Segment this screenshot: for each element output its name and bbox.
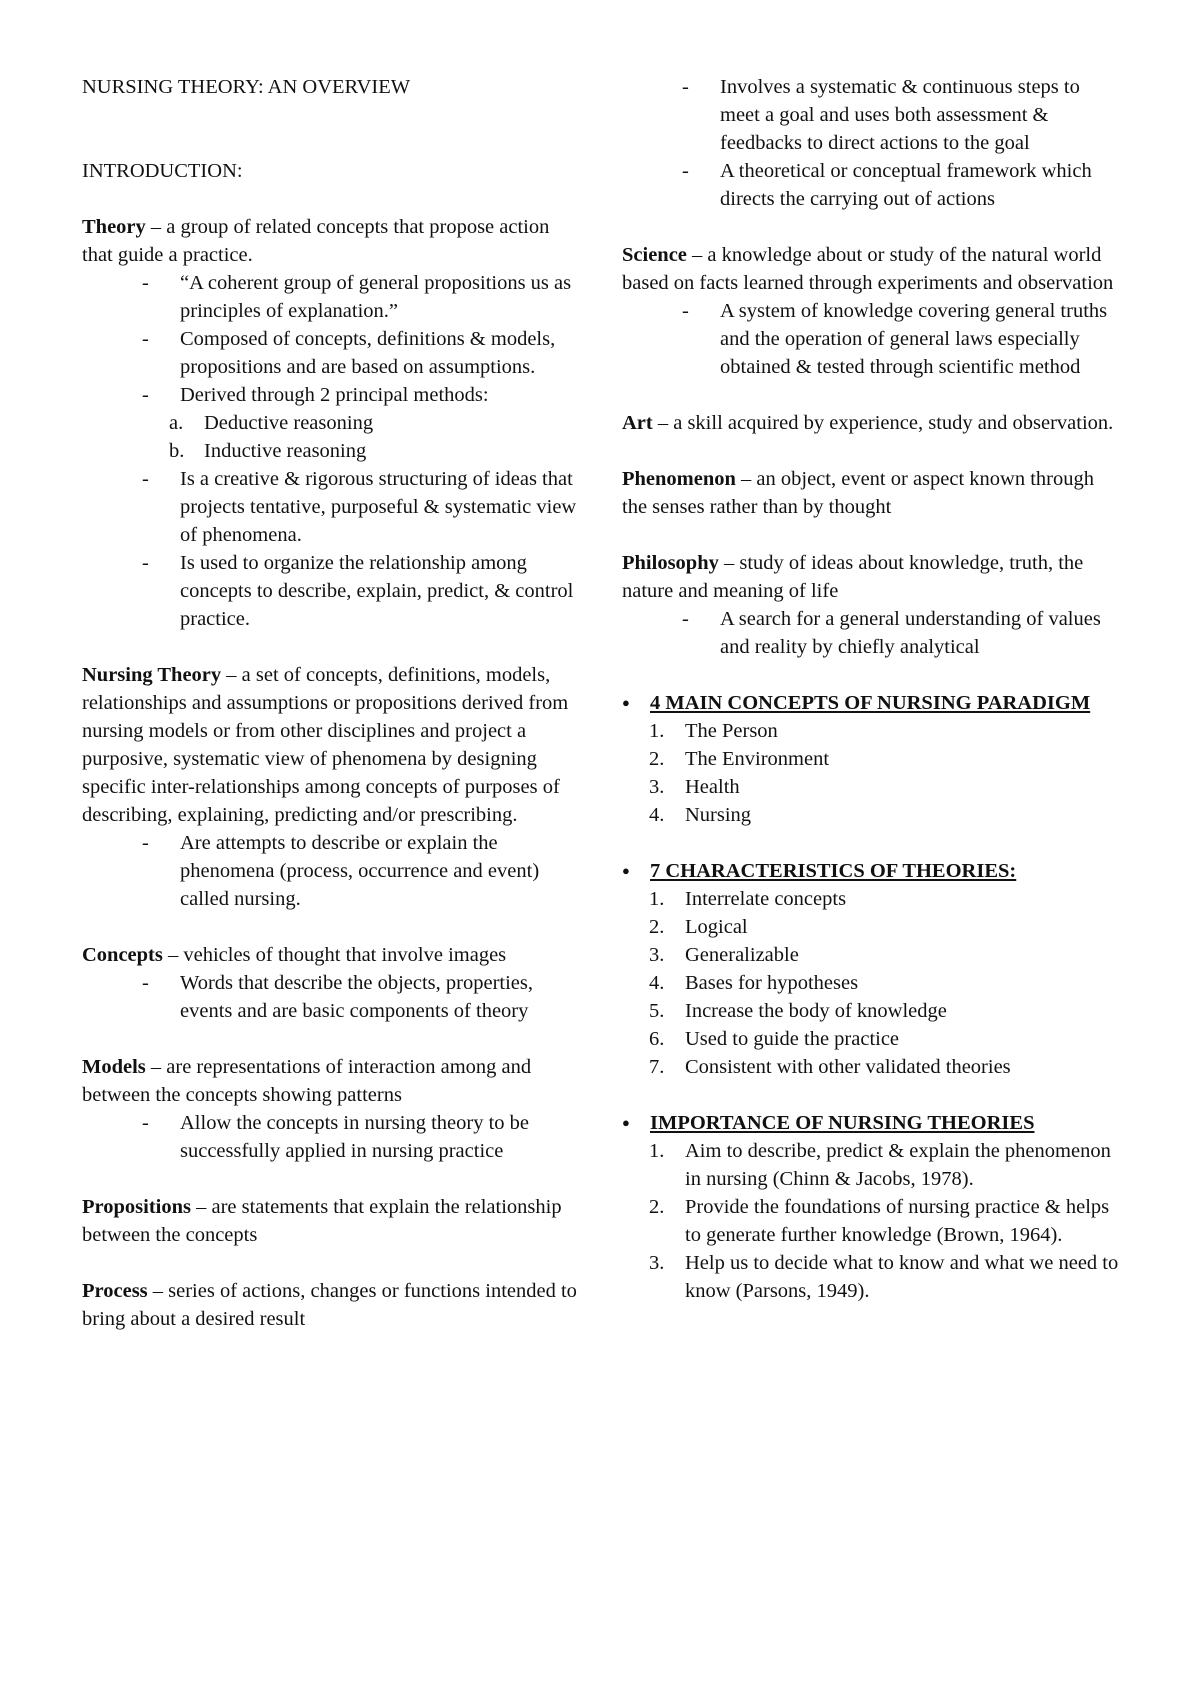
theory-point-2: - Composed of concepts, definitions & models, propositions and are based on assumptions. xyxy=(82,325,582,381)
art-def: – a skill acquired by experience, study and observation. xyxy=(652,412,1114,434)
list-item xyxy=(622,1053,1122,1081)
theory-point-4: - Is a creative & rigorous structuring of ideas that projects tentative, purposeful & systematic view of phenomena. xyxy=(82,465,582,549)
list-number: 2. xyxy=(649,1196,665,1218)
list-number: 1. xyxy=(649,720,665,742)
art-definition xyxy=(622,409,1122,437)
phenomenon-definition xyxy=(622,465,1122,521)
process-term: Process xyxy=(82,1280,148,1302)
method-b-marker: b. xyxy=(169,440,185,462)
list-item-text: The Environment xyxy=(685,748,830,770)
list-item-text: The Person xyxy=(685,720,778,742)
models-point-1: - Allow the concepts in nursing theory to be successfully applied in nursing practice xyxy=(82,1109,582,1165)
list-item-text: Provide the foundations of nursing practice & helps to generate further knowledge (Brown, 1964). xyxy=(685,1196,1110,1246)
philosophy-point-1: - A search for a general understanding of values and reality by chiefly analytical xyxy=(622,605,1122,661)
science-point-1: - A system of knowledge covering general truths and the operation of general laws especially obtained & tested through scientific method xyxy=(622,297,1122,381)
list-number: 2. xyxy=(649,748,665,770)
list-number: 3. xyxy=(649,944,665,966)
list-item xyxy=(622,717,1122,745)
concepts-term: Concepts xyxy=(82,944,163,966)
list-number: 3. xyxy=(649,1252,665,1274)
list-number: 1. xyxy=(649,888,665,910)
main-concepts-heading: ● 4 MAIN CONCEPTS OF NURSING PARADIGM xyxy=(622,689,1122,717)
nursing-theory-definition xyxy=(82,661,582,829)
theory-point-1: - “A coherent group of general propositions us as principles of explanation.” xyxy=(82,269,582,325)
list-item-text: Interrelate concepts xyxy=(685,888,847,910)
art-term: Art xyxy=(622,412,653,434)
list-item xyxy=(622,1025,1122,1053)
list-item-text: Aim to describe, predict & explain the phenomenon in nursing (Chinn & Jacobs, 1978). xyxy=(685,1140,1111,1190)
list-number: 3. xyxy=(649,776,665,798)
concepts-definition xyxy=(82,941,582,969)
models-term: Models xyxy=(82,1056,146,1078)
list-item xyxy=(622,1249,1122,1305)
models-definition xyxy=(82,1053,582,1109)
list-item-text: Used to guide the practice xyxy=(685,1028,900,1050)
propositions-term: Propositions xyxy=(82,1196,191,1218)
list-item xyxy=(622,1193,1122,1249)
list-number: 5. xyxy=(649,1000,665,1022)
theory-definition xyxy=(82,213,582,269)
characteristics-heading: ● 7 CHARACTERISTICS OF THEORIES: xyxy=(622,857,1122,885)
list-item xyxy=(622,941,1122,969)
importance-heading: ● IMPORTANCE OF NURSING THEORIES xyxy=(622,1109,1122,1137)
method-b-text: Inductive reasoning xyxy=(204,440,367,462)
science-definition xyxy=(622,241,1122,297)
list-item-text: Increase the body of knowledge xyxy=(685,1000,947,1022)
philosophy-def: – study of ideas about knowledge, truth, the nature and meaning of life xyxy=(622,552,1084,602)
theory-point-3: - Derived through 2 principal methods: xyxy=(82,381,582,409)
theory-def: – a group of related concepts that propose action that guide a practice. xyxy=(82,216,550,266)
list-number: 7. xyxy=(649,1056,665,1078)
method-a-marker: a. xyxy=(169,412,184,434)
theory-point-5: - Is used to organize the relationship among concepts to describe, explain, predict, & control practice. xyxy=(82,549,582,633)
method-a-text: Deductive reasoning xyxy=(204,412,374,434)
method-b xyxy=(82,437,582,465)
process-def: – series of actions, changes or functions intended to bring about a desired result xyxy=(82,1280,577,1330)
list-item-text: Bases for hypotheses xyxy=(685,972,859,994)
models-def: – are representations of interaction among and between the concepts showing patterns xyxy=(82,1056,532,1106)
process-point-2: - A theoretical or conceptual framework which directs the carrying out of actions xyxy=(622,157,1122,213)
science-def: – a knowledge about or study of the natural world based on facts learned through experiments and observation xyxy=(622,244,1114,294)
right-column xyxy=(622,73,1122,1305)
list-number: 6. xyxy=(649,1028,665,1050)
list-item xyxy=(622,913,1122,941)
philosophy-term: Philosophy xyxy=(622,552,719,574)
science-term: Science xyxy=(622,244,687,266)
propositions-def: – are statements that explain the relationship between the concepts xyxy=(82,1196,562,1246)
list-number: 4. xyxy=(649,804,665,826)
list-item-text: Help us to decide what to know and what we need to know (Parsons, 1949). xyxy=(685,1252,1119,1302)
introduction-heading: INTRODUCTION: xyxy=(82,160,243,182)
concepts-point-1: - Words that describe the objects, properties, events and are basic components of theory xyxy=(82,969,582,1025)
nursing-theory-point-1: - Are attempts to describe or explain the phenomena (process, occurrence and event) called nursing. xyxy=(82,829,582,913)
process-definition xyxy=(82,1277,582,1333)
list-item xyxy=(622,1137,1122,1193)
list-item-text: Consistent with other validated theories xyxy=(685,1056,1011,1078)
nursing-theory-def: – a set of concepts, definitions, models, relationships and assumptions or propositions derived from nursing models or from other disciplines and project a purposive, systematic view of phenomena by designing specific inter-relationships among concepts of purposes of describing, explaining, predicting and/or prescribing. xyxy=(82,664,569,826)
phenomenon-term: Phenomenon xyxy=(622,468,736,490)
list-item-text: Logical xyxy=(685,916,748,938)
process-point-1: - Involves a systematic & continuous steps to meet a goal and uses both assessment & feedbacks to direct actions to the goal xyxy=(622,73,1122,157)
list-item-text: Generalizable xyxy=(685,944,799,966)
list-item-text: Health xyxy=(685,776,740,798)
list-item xyxy=(622,801,1122,829)
list-item xyxy=(622,773,1122,801)
theory-term: Theory xyxy=(82,216,146,238)
method-a xyxy=(82,409,582,437)
list-item xyxy=(622,885,1122,913)
list-item xyxy=(622,969,1122,997)
list-number: 4. xyxy=(649,972,665,994)
list-number: 2. xyxy=(649,916,665,938)
list-item xyxy=(622,997,1122,1025)
left-column xyxy=(82,73,582,1333)
list-item xyxy=(622,745,1122,773)
list-item-text: Nursing xyxy=(685,804,752,826)
propositions-definition xyxy=(82,1193,582,1249)
concepts-def: – vehicles of thought that involve images xyxy=(162,944,507,966)
list-number: 1. xyxy=(649,1140,665,1162)
philosophy-definition xyxy=(622,549,1122,605)
document-title: NURSING THEORY: AN OVERVIEW xyxy=(82,76,411,98)
nursing-theory-term: Nursing Theory xyxy=(82,664,222,686)
phenomenon-def: – an object, event or aspect known through the senses rather than by thought xyxy=(622,468,1094,518)
